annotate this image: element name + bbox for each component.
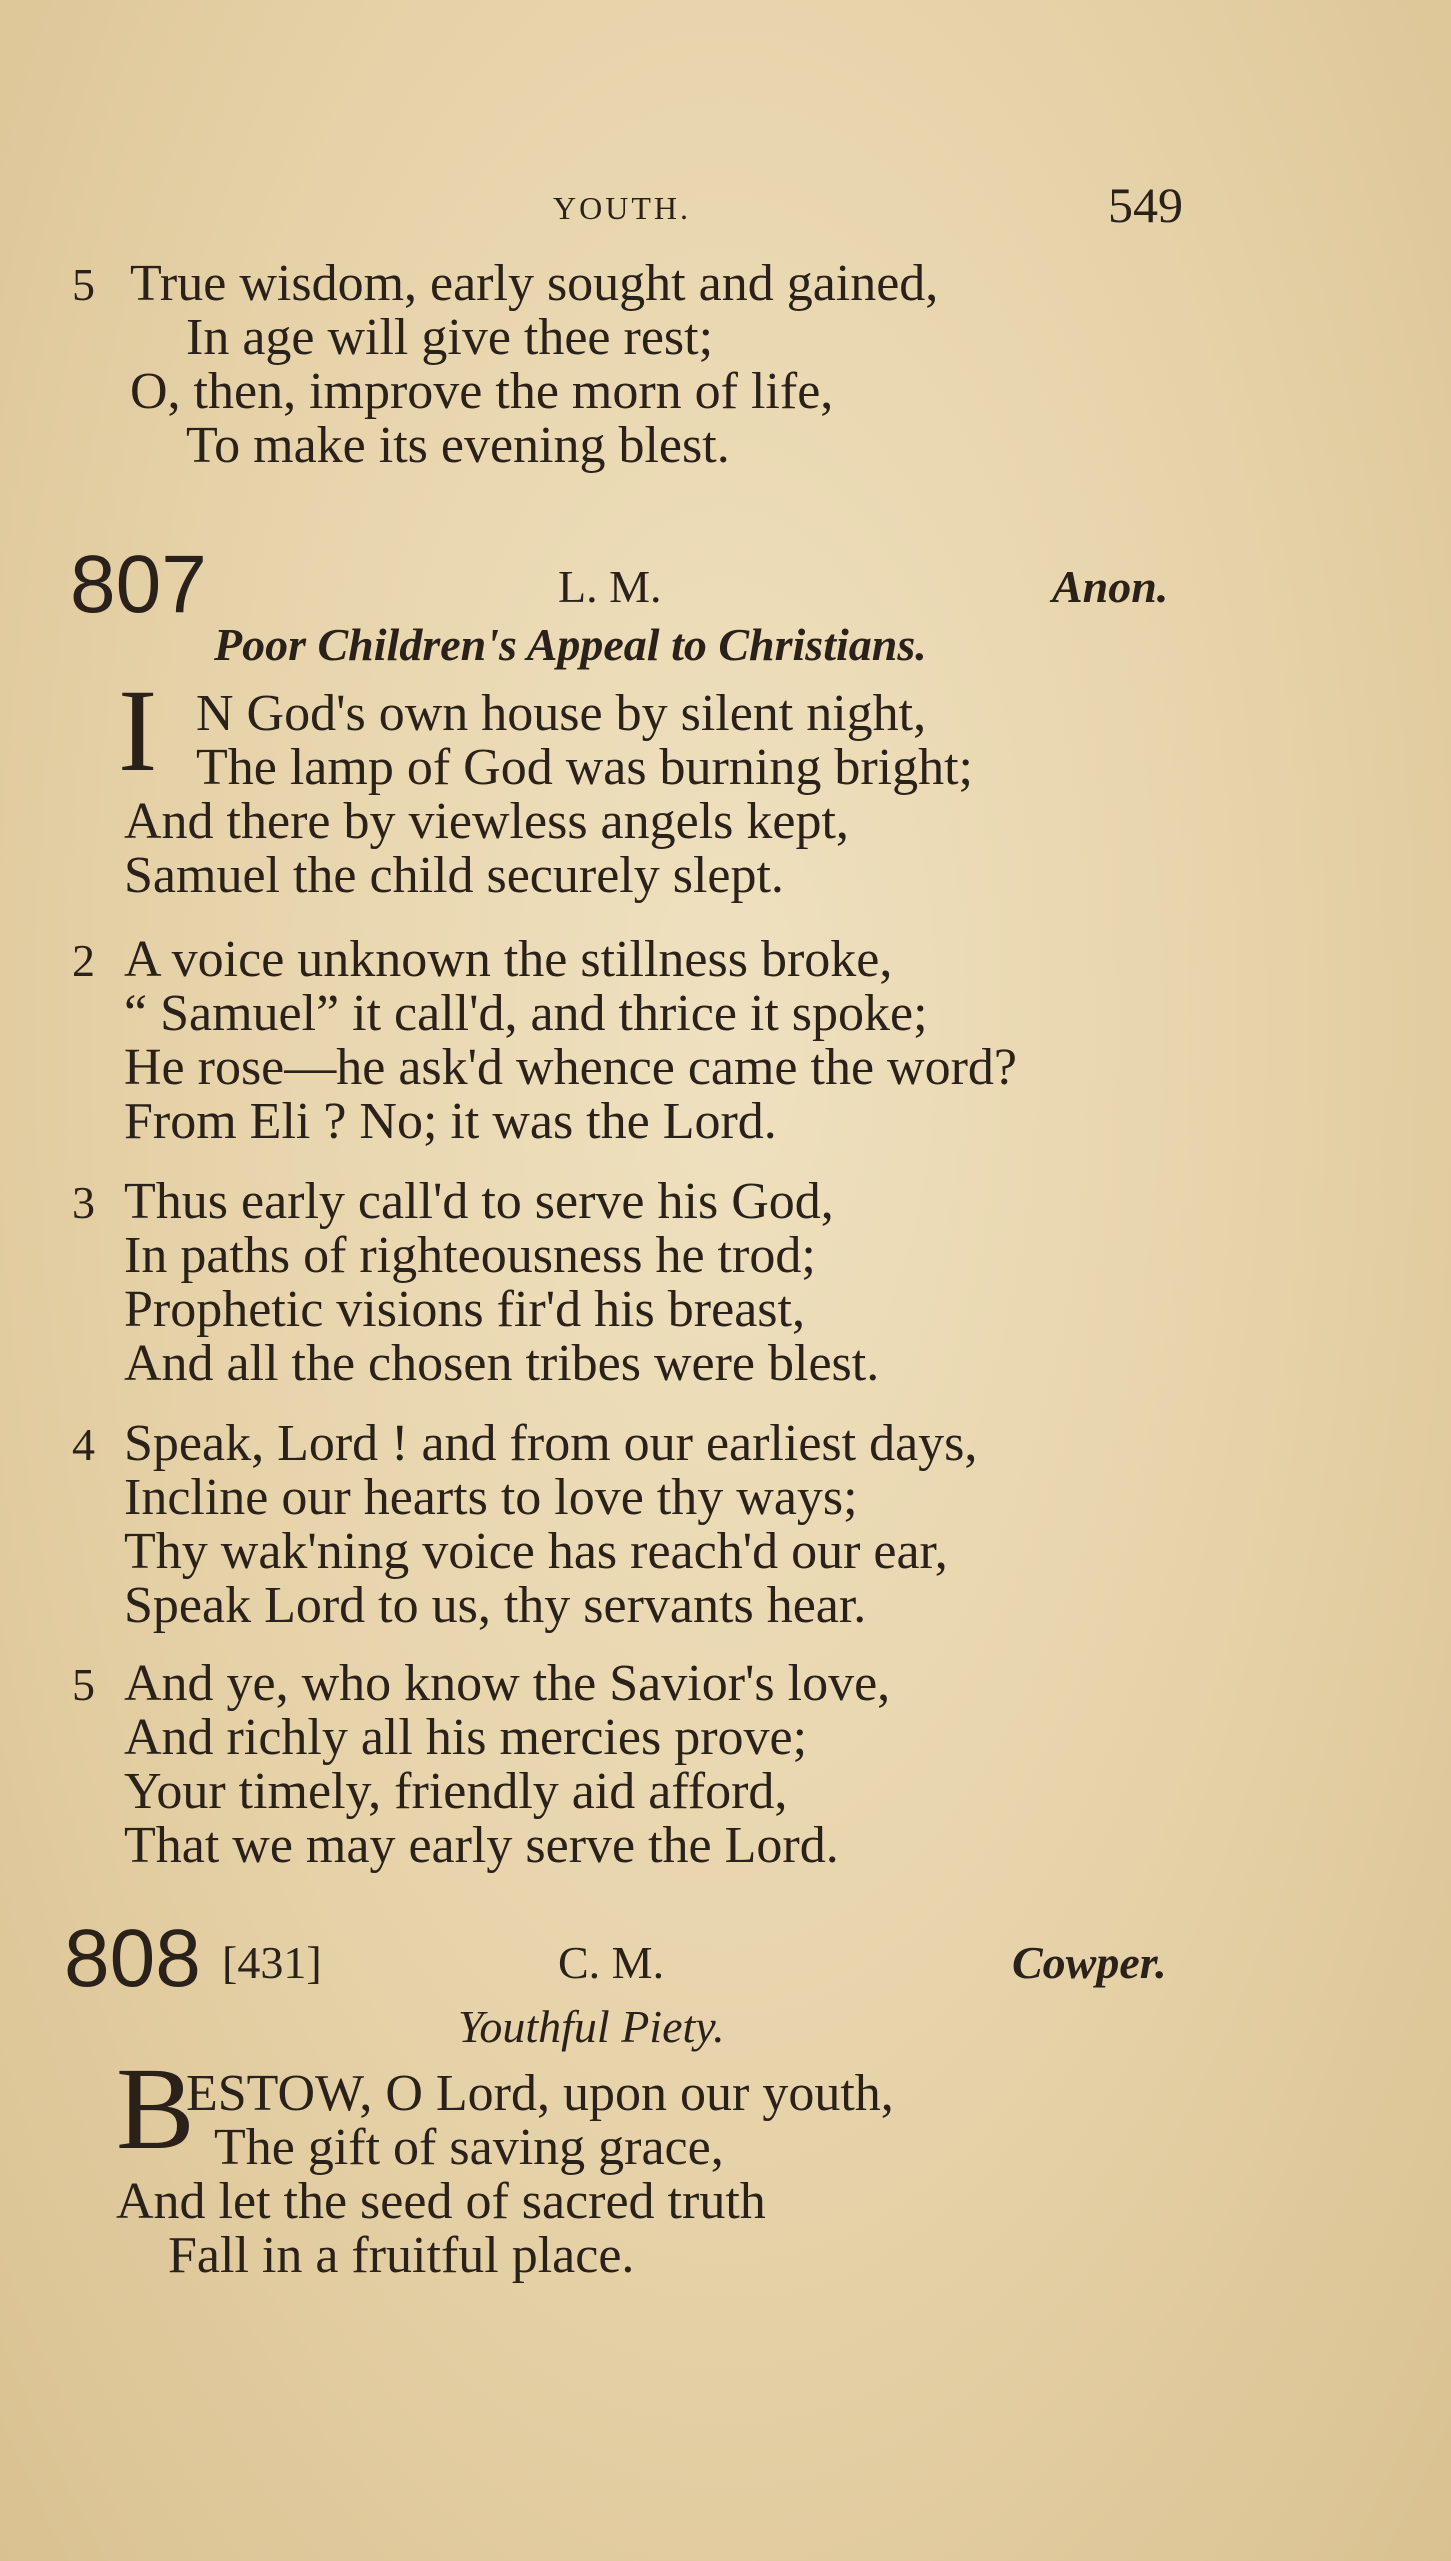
verse-line: Fall in a fruitful place.	[168, 2227, 635, 2284]
verse-line: And ye, who know the Savior's love,	[124, 1655, 891, 1712]
verse-line: And let the seed of sacred truth	[116, 2173, 766, 2230]
verse-line: “ Samuel” it call'd, and thrice it spoke;	[124, 985, 928, 1042]
verse-line: From Eli ? No; it was the Lord.	[124, 1093, 777, 1150]
verse-line: That we may early serve the Lord.	[124, 1817, 839, 1874]
verse-line: True wisdom, early sought and gained,	[130, 255, 939, 312]
hymn-meter: L. M.	[558, 561, 662, 612]
verse-line: The gift of saving grace,	[214, 2119, 724, 2176]
running-title: YOUTH.	[553, 190, 691, 226]
verse-number: 3	[72, 1177, 95, 1228]
verse-line: O, then, improve the morn of life,	[130, 363, 834, 420]
verse-line: And richly all his mercies prove;	[124, 1709, 808, 1766]
verse-line: He rose—he ask'd whence came the word?	[124, 1039, 1017, 1096]
drop-cap: I	[118, 665, 158, 796]
drop-cap: B	[116, 2043, 195, 2174]
verse-line: N God's own house by silent night,	[196, 685, 927, 742]
verse-line: ESTOW, O Lord, upon our youth,	[186, 2065, 894, 2122]
verse-number: 5	[72, 1659, 95, 1710]
verse-line: In paths of righteousness he trod;	[124, 1227, 816, 1284]
verse-number: 2	[72, 935, 95, 986]
hymn-number: 807	[70, 539, 207, 630]
verse-line: In age will give thee rest;	[186, 309, 714, 366]
hymn-meter: C. M.	[558, 1937, 665, 1988]
verse-line: And there by viewless angels kept,	[124, 793, 849, 850]
verse-number: 5	[72, 259, 95, 310]
verse-number: 4	[72, 1419, 95, 1470]
hymn-author: Anon.	[1052, 561, 1169, 612]
verse-line: To make its evening blest.	[186, 417, 730, 474]
verse-line: Incline our hearts to love thy ways;	[124, 1469, 858, 1526]
hymn-title: Poor Children's Appeal to Christians.	[214, 619, 927, 670]
page-number: 549	[1108, 177, 1183, 233]
verse-line: Prophetic visions fir'd his breast,	[124, 1281, 805, 1338]
verse-line: Thy wak'ning voice has reach'd our ear,	[124, 1523, 948, 1580]
hymn-number: 808	[64, 1913, 201, 2004]
verse-line: Samuel the child securely slept.	[124, 847, 784, 904]
verse-line: Speak, Lord ! and from our earliest days,	[124, 1415, 978, 1472]
hymn-title: Youthful Piety.	[458, 2001, 725, 2052]
hymn-author: Cowper.	[1012, 1937, 1167, 1988]
verse-line: And all the chosen tribes were blest.	[124, 1335, 880, 1392]
verse-line: The lamp of God was burning bright;	[196, 739, 973, 796]
hymn-reference: [431]	[222, 1937, 322, 1988]
verse-line: Your timely, friendly aid afford,	[124, 1763, 788, 1820]
verse-line: Speak Lord to us, thy servants hear.	[124, 1577, 867, 1634]
verse-line: Thus early call'd to serve his God,	[124, 1173, 834, 1230]
verse-line: A voice unknown the stillness broke,	[124, 931, 893, 988]
